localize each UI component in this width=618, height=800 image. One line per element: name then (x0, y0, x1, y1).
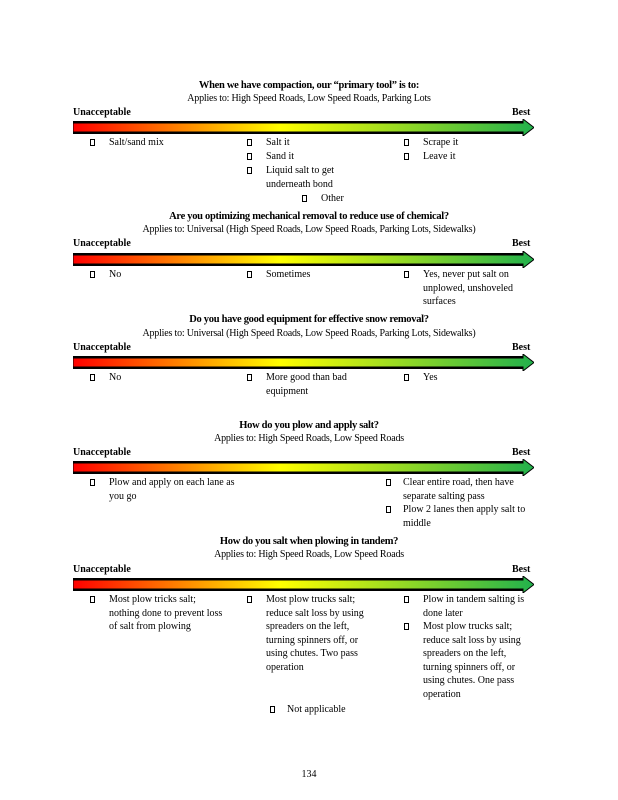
checkbox-icon[interactable] (247, 374, 252, 381)
checkbox-icon[interactable] (404, 139, 409, 146)
section-3-scale-low: Unacceptable (73, 342, 131, 353)
section-2-rating-bar (73, 251, 534, 268)
checkbox-icon[interactable] (90, 139, 95, 146)
checkbox-icon[interactable] (90, 596, 95, 603)
checkbox-icon[interactable] (247, 139, 252, 146)
checkbox-icon[interactable] (247, 596, 252, 603)
checkbox-icon[interactable] (386, 506, 391, 513)
checkbox-icon[interactable] (247, 167, 252, 174)
section-1-rating-bar (73, 119, 534, 136)
checkbox-icon[interactable] (386, 479, 391, 486)
section-4-scale-low: Unacceptable (73, 447, 131, 458)
checkbox-icon[interactable] (404, 271, 409, 278)
section-4-rating-bar (73, 459, 534, 476)
section-5-rating-bar (73, 576, 534, 593)
section-4-scale-high: Best (512, 447, 531, 458)
section-5-scale-low: Unacceptable (73, 564, 131, 575)
checkbox-icon[interactable] (404, 623, 409, 630)
section-1-scale-low: Unacceptable (73, 107, 131, 118)
section-2-title: Are you optimizing mechanical removal to reduce use of chemical? (169, 211, 449, 222)
section-3-title: Do you have good equipment for effective snow removal? (189, 314, 429, 325)
section-5-applies: Applies to: High Speed Roads, Low Speed Roads (214, 549, 404, 560)
section-5-title: How do you salt when plowing in tandem? (219, 536, 399, 547)
checkbox-icon[interactable] (404, 596, 409, 603)
section-5-scale-high: Best (512, 564, 531, 575)
checkbox-icon[interactable] (90, 374, 95, 381)
section-2-scale-high: Best (512, 238, 531, 249)
section-1-title: When we have compaction, our “primary tool” is to: (198, 80, 420, 91)
section-1-applies: Applies to: High Speed Roads, Low Speed Roads, Parking Lots (187, 93, 431, 104)
section-3-rating-bar (73, 354, 534, 371)
section-2-applies: Applies to: Universal (High Speed Roads, Low Speed Roads, Parking Lots, Sidewalks) (142, 224, 476, 235)
checkbox-icon[interactable] (247, 153, 252, 160)
checkbox-icon[interactable] (404, 374, 409, 381)
checkbox-icon[interactable] (90, 271, 95, 278)
section-2-scale-low: Unacceptable (73, 238, 131, 249)
section-3-applies: Applies to: Universal (High Speed Roads, Low Speed Roads, Parking Lots, Sidewalks) (142, 328, 476, 339)
checkbox-icon[interactable] (247, 271, 252, 278)
section-1-scale-high: Best (512, 107, 531, 118)
checkbox-icon[interactable] (302, 195, 307, 202)
section-3-scale-high: Best (512, 342, 531, 353)
checkbox-icon[interactable] (270, 706, 275, 713)
checkbox-icon[interactable] (404, 153, 409, 160)
section-4-title: How do you plow and apply salt? (239, 420, 379, 431)
section-4-applies: Applies to: High Speed Roads, Low Speed Roads (214, 433, 404, 444)
checkbox-icon[interactable] (90, 479, 95, 486)
page-number: 134 (301, 769, 317, 780)
